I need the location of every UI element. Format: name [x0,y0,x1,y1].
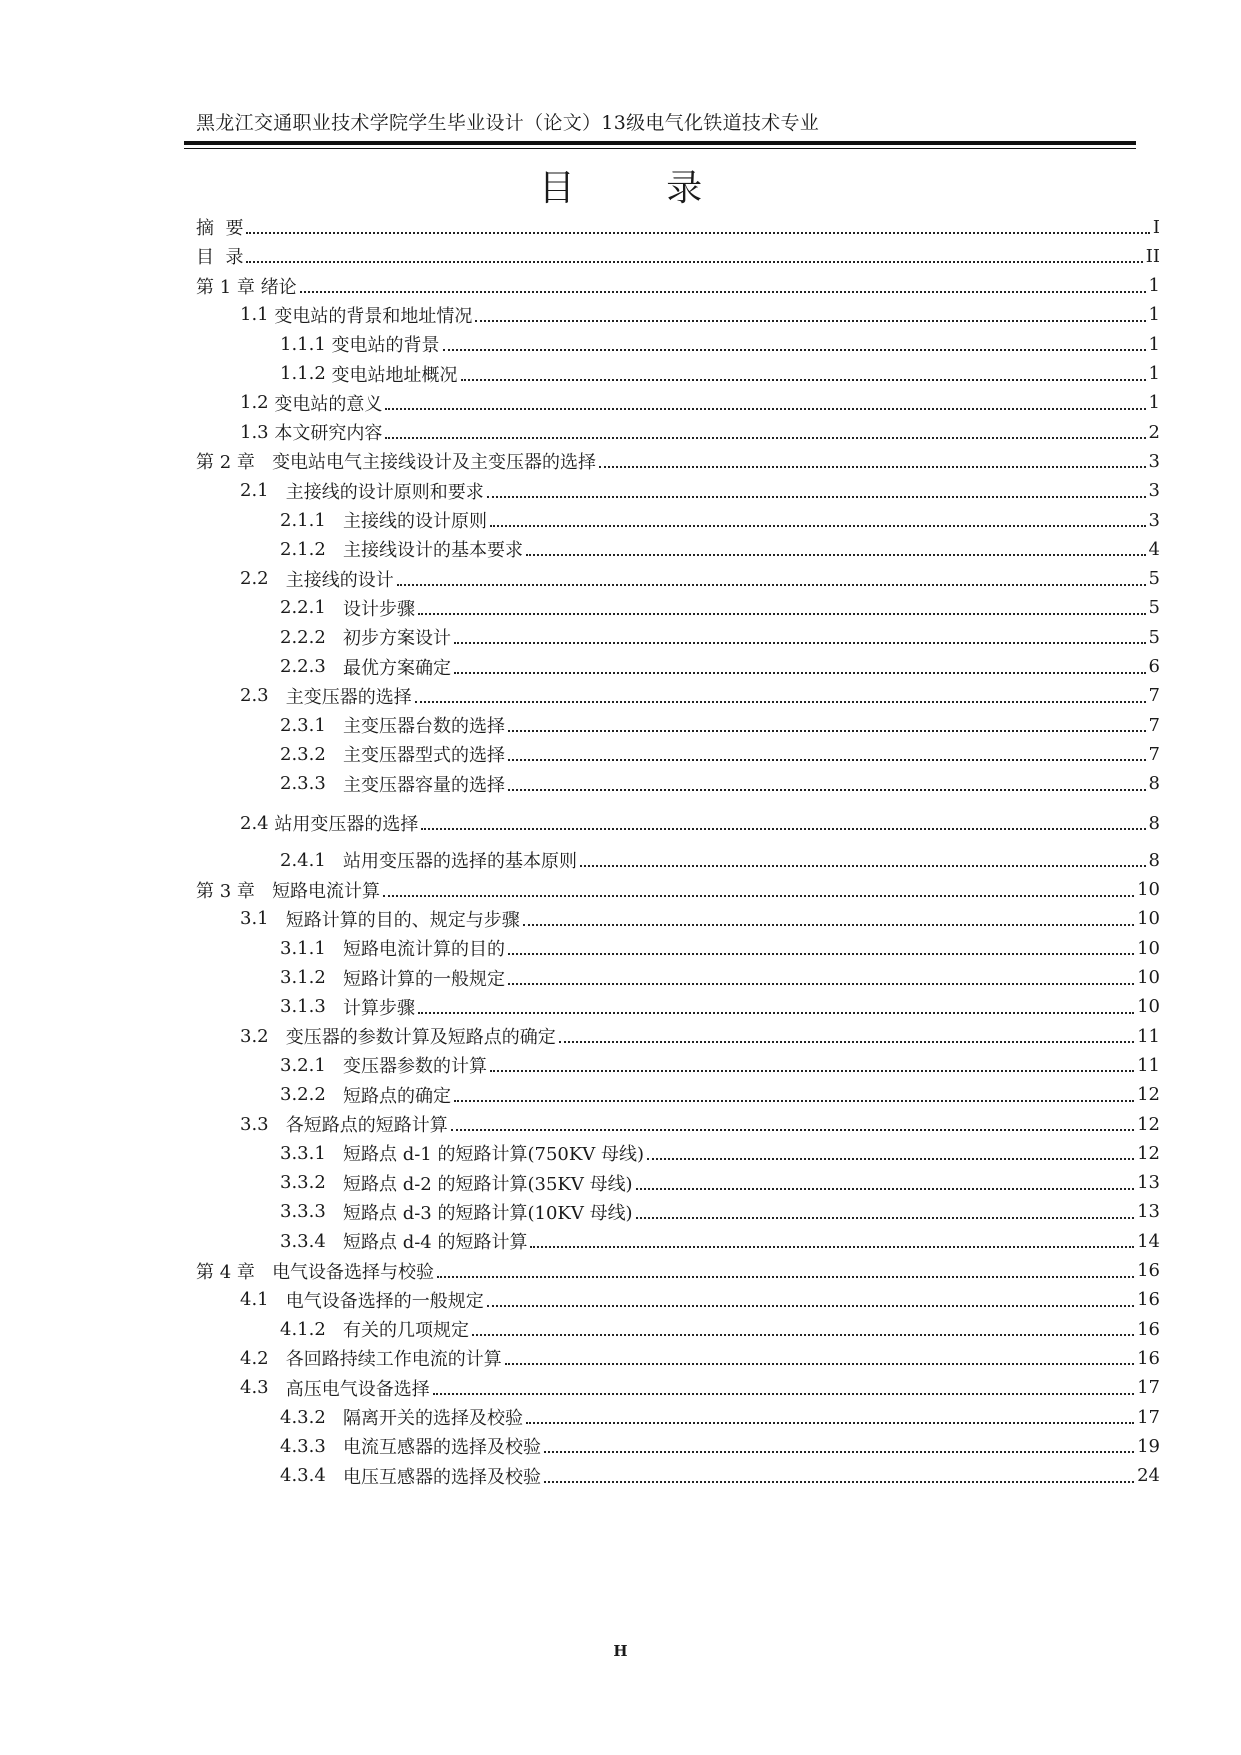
toc-entry-label: 主变压器容量的选择 [342,774,505,796]
toc-entry-number: 3.1.3 [280,996,343,1018]
toc-entry-label: 主变压器型式的选择 [342,745,505,767]
toc-entry[interactable] [196,1373,1160,1403]
toc-entry-label: 短路计算的目的、规定与步骤 [285,909,520,931]
toc-entry-page: 5 [1148,597,1160,619]
toc-entry-page: 10 [1137,996,1160,1018]
toc-entry-label: 站用变压器的选择的基本原则 [342,851,577,873]
toc-entry-label: 有关的几项规定 [342,1320,469,1342]
toc-leader-dots [475,320,1145,322]
toc-entry-number: 2.4 [240,812,275,834]
toc-entry-label: 主接线的设计 [285,569,394,591]
toc-entry-label: 短路计算的一般规定 [342,968,505,990]
toc-entry-label: 短路点 d-1 的短路计算(750KV 母线) [342,1144,645,1166]
toc-entry-number: 2.2 [240,568,286,590]
toc-entry-number: 2.1.1 [280,509,343,531]
toc-entry-page: 7 [1148,743,1160,765]
toc-entry[interactable] [196,1197,1160,1227]
toc-entry[interactable] [196,476,1160,506]
toc-entry-label: 变压器的参数计算及短路点的确定 [285,1027,556,1049]
toc-entry-page: 6 [1148,656,1160,677]
toc-entry-label: 本文研究内容 [274,423,383,445]
toc-leader-dots [647,1158,1134,1160]
toc-entry[interactable] [196,1343,1160,1373]
toc-entry-label: 短路点 d-3 的短路计算(10KV 母线) [342,1202,633,1224]
toc-entry[interactable] [196,769,1160,799]
toc-entry[interactable] [196,271,1160,301]
header-rule-thick [184,141,1136,145]
toc-entry[interactable] [196,505,1160,535]
toc-entry-number: 1.3 [240,421,275,443]
toc-leader-dots [490,525,1146,527]
toc-entry-page: 1 [1148,333,1160,355]
toc-leader-dots [246,232,1149,234]
toc-entry[interactable] [196,1021,1160,1051]
toc-entry-page: 17 [1137,1377,1160,1399]
toc-entry-label: 短路电流计算 [272,880,381,902]
toc-leader-dots [246,261,1142,263]
toc-entry-page: 7 [1148,714,1160,736]
toc-leader-dots [454,642,1146,644]
toc-entry-label: 变电站的意义 [274,393,383,415]
toc-entry[interactable] [196,845,1160,875]
page-number: H [613,1642,628,1660]
toc-entry-label: 站用变压器的选择 [274,814,419,835]
toc-entry-page: 16 [1137,1260,1160,1281]
toc-entry-page: 12 [1137,1084,1160,1106]
toc-entry[interactable] [196,388,1160,418]
toc-entry[interactable] [196,1050,1160,1080]
toc-entry-number: 4.3.4 [280,1465,343,1487]
toc-leader-dots [443,349,1146,351]
toc-entry-label: 高压电气设备选择 [285,1378,430,1400]
toc-entry[interactable] [196,875,1160,905]
toc-leader-dots [421,828,1145,830]
toc-leader-dots [300,291,1146,293]
toc-entry-number: 3.3.3 [280,1201,343,1223]
toc-entry[interactable] [196,534,1160,564]
toc-entry-page: 10 [1137,937,1160,959]
toc-entry-label: 各回路持续工作电流的计算 [285,1349,502,1371]
toc-entry-page: 16 [1137,1347,1160,1369]
toc-entry-number: 第 3 章 [196,880,273,902]
toc-leader-dots [487,496,1146,498]
toc-entry-number: 3.2.1 [280,1054,343,1076]
toc-entry-label: 变电站的背景 [331,335,440,357]
toc-entry[interactable] [196,1285,1160,1315]
toc-entry[interactable] [196,622,1160,652]
toc-leader-dots [418,1012,1134,1014]
toc-leader-dots [505,1363,1134,1365]
toc-entry[interactable] [196,1109,1160,1139]
toc-entry-page: 1 [1148,275,1160,297]
toc-entry-number: 3.3 [240,1113,286,1135]
toc-entry-number: 2.3.2 [280,743,343,765]
toc-entry-label: 计算步骤 [342,997,415,1019]
toc-entry-page: I [1152,216,1160,238]
toc-entry-number: 3.1.2 [280,967,343,988]
toc-entry-page: 13 [1137,1201,1160,1223]
toc-entry-label: 变压器参数的计算 [342,1056,487,1078]
toc-leader-dots [383,895,1134,897]
toc-entry-number: 4.1.2 [280,1318,343,1340]
toc-entry-label: 各短路点的短路计算 [285,1115,448,1136]
toc-entry-number: 2.2.1 [280,597,343,619]
toc-entry-page: 8 [1148,773,1160,795]
toc-entry-page: 3 [1148,509,1160,531]
toc-entry[interactable] [196,1138,1160,1168]
toc-entry-number: 2.1 [240,480,286,502]
toc-entry-label: 变电站的背景和地址情况 [274,305,473,327]
toc-entry-page: 14 [1137,1230,1160,1252]
toc-entry-page: 19 [1137,1435,1160,1457]
toc-entry-label: 主接线设计的基本要求 [342,540,523,562]
toc-entry-page: 16 [1137,1289,1160,1311]
toc-leader-dots [397,584,1146,586]
toc-title: 目 录 [538,168,743,209]
toc-leader-dots [461,379,1146,381]
toc-entry[interactable] [196,564,1160,594]
toc-leader-dots [580,865,1146,867]
toc-entry-number: 3.3.1 [280,1142,343,1164]
toc-entry-page: 11 [1137,1054,1160,1076]
toc-leader-dots [454,672,1146,674]
toc-entry-label: 隔离开关的选择及校验 [342,1408,523,1429]
toc-entry-page: 1 [1148,304,1160,326]
toc-entry-page: 5 [1148,568,1160,590]
toc-entry-label: 绪论 [260,276,297,298]
toc-leader-dots [508,983,1134,985]
toc-entry-page: 1 [1148,392,1160,414]
toc-entry-page: 2 [1148,421,1160,443]
toc-leader-dots [526,1422,1134,1424]
toc-leader-dots [508,759,1146,761]
toc-leader-dots [526,554,1146,556]
toc-entry[interactable] [196,1461,1160,1491]
toc-entry-label: 变电站电气主接线设计及主变压器的选择 [272,452,597,474]
toc-entry-number: 4.2 [240,1347,286,1369]
toc-leader-dots [418,613,1146,615]
toc-entry-number: 1.1.1 [280,333,332,355]
toc-leader-dots [454,1100,1134,1102]
toc-entry-number: 第 2 章 [196,452,273,474]
toc-entry[interactable] [196,992,1160,1022]
toc-entry[interactable] [196,1168,1160,1198]
toc-leader-dots [599,466,1145,468]
toc-entry-number: 3.3.2 [280,1172,343,1194]
header-rule-thin [184,148,1136,149]
toc-entry[interactable] [196,681,1160,711]
toc-entry-page: 24 [1137,1465,1160,1487]
toc-entry-page: 13 [1137,1172,1160,1194]
toc-entry-number: 1.1.2 [280,363,332,384]
toc-entry-label: 电压互感器的选择及校验 [342,1466,541,1488]
toc-entry-page: 3 [1148,480,1160,502]
toc-entry-number: 4.3.2 [280,1406,343,1428]
toc-entry-number: 4.1 [240,1289,286,1311]
toc-entry[interactable] [196,212,1160,242]
toc-entry-number: 第 1 章 [196,276,261,298]
toc-entry-page: 17 [1137,1406,1160,1428]
toc-entry-label: 主变压器台数的选择 [342,716,505,738]
toc-entry-page: 10 [1137,879,1160,901]
toc-entry-page: 1 [1148,363,1160,384]
toc-entry-number: 目 录 [196,247,244,269]
toc-entry[interactable] [196,417,1160,447]
toc-leader-dots [385,437,1145,439]
toc-entry-number: 3.2 [240,1025,286,1047]
toc-entry-label: 短路点的确定 [342,1085,451,1107]
toc-entry-label: 初步方案设计 [342,628,451,650]
toc-leader-dots [433,1393,1134,1395]
toc-entry[interactable] [196,1314,1160,1344]
toc-entry[interactable] [196,241,1160,271]
toc-entry-label: 短路点 d-4 的短路计算 [342,1232,528,1254]
toc-entry[interactable] [196,739,1160,769]
toc-leader-dots [487,1305,1134,1307]
toc-entry-number: 3.1 [240,908,286,930]
toc-leader-dots [544,1451,1134,1453]
toc-leader-dots [559,1041,1134,1043]
toc-entry[interactable] [196,359,1160,389]
toc-leader-dots [385,408,1145,410]
toc-entry-label: 电流互感器的选择及校验 [342,1437,541,1459]
toc-entry-number: 2.3.1 [280,714,343,736]
toc-entry-page: 4 [1148,538,1160,560]
toc-entry-number: 2.2.2 [280,626,343,648]
toc-entry[interactable] [196,300,1160,330]
toc-leader-dots [636,1217,1135,1219]
toc-entry-label: 主接线的设计原则 [342,511,487,532]
toc-entry-label: 变电站地址概况 [331,364,458,386]
toc-entry-number: 3.1.1 [280,937,343,959]
toc-entry[interactable] [196,1402,1160,1432]
toc-entry-number: 2.2.3 [280,656,343,677]
toc-leader-dots [437,1276,1134,1278]
toc-leader-dots [415,701,1146,703]
toc-entry-number: 3.3.4 [280,1230,343,1252]
toc-entry[interactable] [196,593,1160,623]
toc-entry-label: 主变压器的选择 [285,686,412,708]
toc-entry-number: 2.3.3 [280,773,343,795]
toc-entry-page: 12 [1137,1142,1160,1164]
toc-leader-dots [451,1129,1134,1131]
toc-entry-number: 第 4 章 [196,1261,273,1283]
toc-leader-dots [636,1188,1135,1190]
toc-entry[interactable] [196,710,1160,740]
toc-entry[interactable] [196,652,1160,682]
toc-entry-number: 1.1 [240,304,275,326]
page-header: 黑龙江交通职业技术学院学生毕业设计（论文）13级电气化铁道技术专业 [196,112,820,134]
toc-leader-dots [544,1481,1134,1483]
toc-entry-page: 8 [1148,812,1160,834]
toc-entry-label: 主接线的设计原则和要求 [285,481,484,503]
toc-entry-page: 5 [1148,626,1160,648]
toc-entry-page: II [1145,245,1160,267]
toc-leader-dots [508,789,1146,791]
toc-entry-label: 最优方案确定 [342,657,451,679]
toc-entry[interactable] [196,1431,1160,1461]
toc-entry[interactable] [196,1080,1160,1110]
toc-leader-dots [508,730,1146,732]
toc-entry[interactable] [196,904,1160,934]
toc-entry[interactable] [196,963,1160,993]
toc-entry-number: 4.3.3 [280,1435,343,1457]
toc-entry-page: 10 [1137,908,1160,930]
toc-entry-label: 电气设备选择的一般规定 [285,1290,484,1312]
toc-entry[interactable] [196,808,1160,838]
toc-leader-dots [530,1246,1134,1248]
toc-entry[interactable] [196,329,1160,359]
toc-entry-label: 电气设备选择与校验 [272,1261,435,1283]
toc-entry-page: 3 [1148,450,1160,472]
toc-entry[interactable] [196,446,1160,476]
toc-leader-dots [472,1334,1134,1336]
toc-entry-number: 2.1.2 [280,538,343,560]
toc-leader-dots [523,924,1134,926]
toc-entry-page: 7 [1148,685,1160,707]
toc-entry-page: 16 [1137,1318,1160,1340]
toc-leader-dots [490,1070,1134,1072]
toc-entry-page: 12 [1137,1113,1160,1135]
toc-leader-dots [508,953,1134,955]
toc-entry-number: 3.2.2 [280,1084,343,1106]
toc-entry-label: 短路电流计算的目的 [342,939,505,961]
toc-entry[interactable] [196,933,1160,963]
toc-entry-page: 11 [1137,1025,1160,1047]
toc-entry-page: 10 [1137,967,1160,988]
toc-entry[interactable] [196,1256,1160,1286]
toc-entry-page: 8 [1148,849,1160,871]
toc-entry-number: 2.3 [240,685,286,707]
toc-entry-number: 2.4.1 [280,849,343,871]
toc-entry[interactable] [196,1226,1160,1256]
toc-entry-number: 4.3 [240,1377,286,1399]
toc-entry-label: 短路点 d-2 的短路计算(35KV 母线) [342,1173,633,1195]
toc-entry-label: 设计步骤 [342,598,415,620]
toc-entry-number: 1.2 [240,392,275,414]
toc-entry-number: 摘 要 [196,218,244,239]
